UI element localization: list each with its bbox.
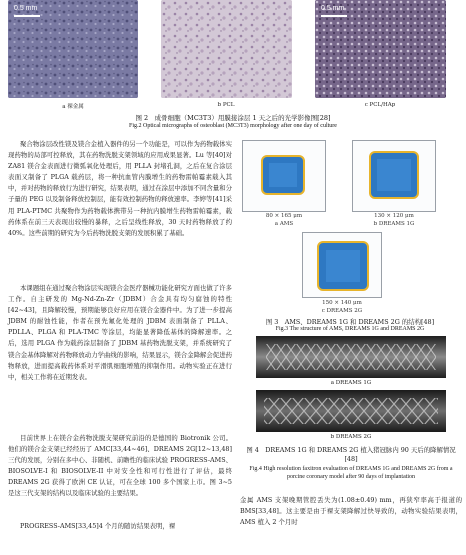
stent-dim-c: 150 × 140 μm (322, 300, 362, 306)
stent-dreams-2g (302, 232, 382, 298)
subcaption-a: a 裸金属 (62, 104, 84, 110)
paragraph-biotronik: 目前世界上在镁合金药物洗脱支架研究前沿的是德国的 Biotronik 公司。他们的镁合金支架已经经历了 AMC[33,44~46]、DREAMS 2G[12~13,48]三代的发展，分别在多中心、非随机、前瞻性的临床试验 PROGRESS-AMS、BIOSOLVE-I 和 BIOSOLVE-II 中对安全性和可行性进行了评估，最终 DREAMS 2G 获得了欧洲 CE 认证，可在全球 100 多个国家上市。图 3~5 是这三代支架的结构以及临床试验的主要结果。 (8, 434, 232, 498)
stent-dim-a: 80 × 165 μm (265, 213, 303, 219)
fig3-caption-zh: 图 3 AMS、DREAMS 1G 和 DREAMS 2G 的结构[48] (265, 318, 435, 326)
stent-label-b: b DREAMS 1G (373, 221, 415, 227)
stent-label-c: c DREAMS 2G (321, 308, 363, 314)
stent-dreams-1g (352, 140, 436, 212)
stent-cross-section (261, 155, 305, 195)
paragraph-research-group: 本课题组在通过聚合物涂层实现镁合金医疗器械功能化研究方面也做了许多工作。自主研发的 Mg-Nd-Zn-Zr（JDBM）合金具有均匀腐蚀的特性[42~43]，且降解较慢，预期能够良好应用在镁合金器件中。为了进一步提高 JDBM 的耐蚀性能，作者在预先氟化处理的 JDBM 表面制备了 PLLA、PDLLA、PLGA 和 PLA-TMC 等涂层，均能显著降低基体的降解速率。之后，选用 PLGA 作为载药涂层制备了 JDBM 基药物洗脱支架，并系统研究了镁合金基体降解对药物释放动力学曲线的影响，结果显示，镁合金降解会促进药物释放，进而提高载药体系对平滑肌细胞增殖的抑制作用。动物实验正在进行中，相关工作将在近期发表。 (8, 284, 232, 381)
stent-cross-section (317, 241, 369, 291)
fig2-caption-zh: 图 2 成骨细胞（MC3T3）用膜接涂层 1 天之后的光学影像图[28] (135, 114, 331, 122)
paragraph-progress-ams: PROGRESS-AMS[33,45]4 个月的随访结果表明，裸 (20, 522, 176, 530)
scale-bar (321, 15, 347, 17)
fig2-caption-en: Fig.2 Optical micrographs of osteoblast (MC3T3) morphology after one day of culture (129, 123, 337, 129)
fig4-caption-en: Fig.4 High resolution faxitron evaluation of DREAMS 1G and DREAMS 2G from a porcine coronary model after 90 days of implantation (249, 466, 453, 480)
subcaption-b: b PCL (217, 102, 235, 108)
micrograph-bare-metal (8, 0, 138, 98)
paragraph-ams-results: 金属 AMS 支架晚期管腔丢失为(1.08±0.49) mm，再狭窄率高于报道的 BMS[33,48]。这主要是由于裸支架降解过快导致的，动物实验结果表明，AMS 植入 2 个月时 (240, 496, 462, 527)
stent-label-a: a AMS (274, 221, 294, 227)
scale-label: 0.5 mm (14, 5, 38, 12)
faxitron-dreams-1g (256, 336, 446, 378)
stent-cross-section (369, 151, 419, 199)
stent-ams (242, 140, 326, 212)
paragraph-drug-release: 聚合物涂层改性镁及镁合金植入器件的另一个功能是，可以作为药物载体实现药物的局部可控释放，其在药物洗脱支架领域的应用成果显著。Lu 等[40]对 ZA81 镁合金表面进行微弧氧化处理后，用 PLLA 封堵孔洞，之后在复合涂层表面又制备了 PLGA 载药层，将一种抗血管内膜增生的药物雷帕霉素载入其中，并对药物的释放行为进行研究，结果表明，通过在涂层中添加不同含量和分子量的 PEG 以及制备释放控制层，能有效控制药物的释放速率。李婷等[41]采用 PLA-PTMC 共聚物作为药物载体携带另一种抗内膜增生药物雷帕霉素，载药体系在前三天表现出较慢的暴释，之后呈线性释放，30 天时药物释放了约 40%。这些前期的研究为今后药物洗脱支架的发展积累了基础。 (8, 140, 232, 237)
stent-dim-b: 130 × 120 μm (374, 213, 414, 219)
fig4-caption-zh: 图 4 DREAMS 1G 和 DREAMS 2G 植入猪冠脉内 90 天后的降解情况[48] (246, 446, 456, 463)
subcaption-c: c PCL/HAp (364, 102, 396, 108)
fig4-label-a: a DREAMS 1G (330, 380, 372, 386)
fig3-caption-en: Fig.3 The structure of AMS, DREAMS 1G and DREAMS 2G (275, 326, 425, 332)
scale-label: 0.5 mm (321, 5, 345, 12)
micrograph-pcl-hap (315, 0, 446, 98)
fig4-label-b: b DREAMS 2G (330, 434, 372, 440)
micrograph-pcl (161, 0, 292, 98)
scale-bar (14, 15, 40, 17)
cell-pattern (161, 0, 292, 98)
stent-xray (256, 390, 446, 432)
faxitron-dreams-2g (256, 390, 446, 432)
stent-xray (256, 336, 446, 378)
